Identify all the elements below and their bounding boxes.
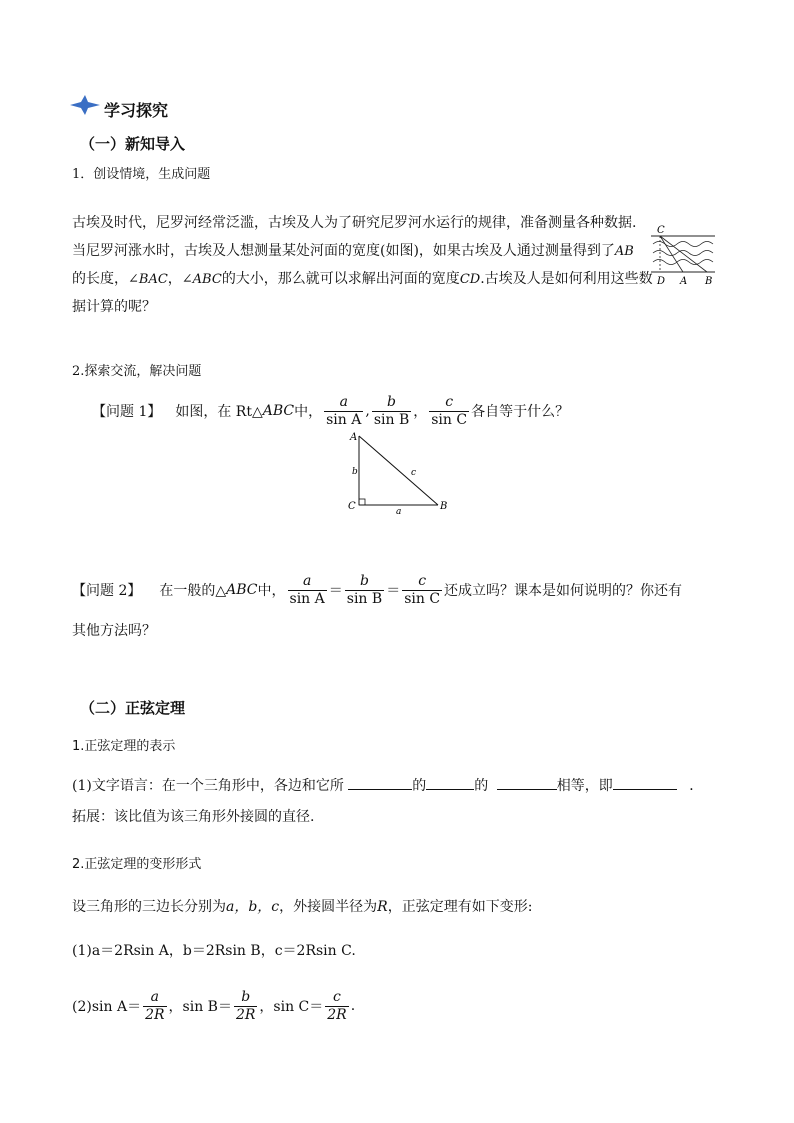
sine-law-text: (1)文字语言：在一个三角形中，各边和它所 的 的 相等，即 ．: [72, 773, 703, 799]
formula-2: (2)sin A＝ $\frac{a}{2R}$ ，sin B＝ $\frac{b}{2R}$ ，sin C＝ $\frac{c}{2R}$ .: [72, 988, 356, 1023]
para-line-3: 的长度，∠BAC，∠ABC的大小，那么就可以求解出河面的宽度CD.古埃及人是如何利用这些数: [72, 271, 653, 287]
question-1: 【问题 1】 如图，在 Rt△ ABC 中， $\frac{a}{\text{sin A}}$ , $\frac{b}{\text{sin B}}$ ， $\frac{c}{\text{sin C}}$ 各自等于什么？: [92, 393, 570, 428]
para-line-1: 古埃及时代，尼罗河经常泛滥，古埃及人为了研究尼罗河水运行的规律，准备测量各种数据.: [72, 215, 637, 231]
part2-heading: （二）正弦定理: [80, 699, 186, 717]
label-A: A: [680, 276, 688, 287]
blank-1[interactable]: [348, 775, 412, 790]
section-title: 学习探究: [104, 101, 169, 120]
part1-heading: （一）新知导入: [80, 135, 186, 153]
vertex-A: A: [350, 432, 358, 443]
para-line-4: 据计算的呢？: [72, 299, 156, 315]
vertex-C: C: [348, 501, 356, 512]
label-B: B: [705, 276, 713, 287]
river-figure: [645, 222, 720, 288]
q1-label: 【问题 1】: [92, 404, 162, 420]
item2-title: 2.探索交流，解决问题: [72, 364, 202, 379]
side-c: c: [411, 468, 417, 478]
label-D: D: [657, 276, 666, 287]
vertex-B: B: [440, 501, 448, 512]
setup-line: 设三角形的三边长分别为a，b，c，外接圆半径为R，正弦定理有如下变形:: [72, 899, 533, 915]
star-icon: [68, 94, 102, 116]
side-b: b: [352, 467, 358, 477]
blank-3[interactable]: [497, 775, 557, 790]
right-triangle-figure: [340, 428, 455, 518]
q2-label: 【问题 2】: [72, 583, 142, 599]
fraction-b-sinB: $\frac{b}{\text{sin B}}$: [373, 393, 410, 428]
label-C: C: [657, 225, 665, 236]
blank-2[interactable]: [426, 775, 474, 790]
question-2: 【问题 2】 在一般的△ ABC 中， $\frac{a}{\text{sin A}}$ ＝ $\frac{b}{\text{sin B}}$ ＝ $\frac{c}{\text{sin C}}$ 还成立吗？课本是如何说明的？你还有: [72, 572, 683, 607]
p2-item2-title: 2.正弦定理的变形形式: [72, 857, 202, 872]
side-a: a: [396, 507, 402, 517]
para-line-2: 当尼罗河涨水时，古埃及人想测量某处河面的宽度(如图)，如果古埃及人通过测量得到了AB: [72, 243, 634, 259]
extend-note: 拓展：该比值为该三角形外接圆的直径.: [72, 809, 315, 825]
item1-title: 1．创设情境，生成问题: [72, 167, 211, 182]
fraction-c-sinC: $\frac{c}{\text{sin C}}$: [431, 393, 468, 428]
blank-4[interactable]: [613, 775, 677, 790]
p2-item1-title: 1.正弦定理的表示: [72, 739, 176, 754]
fraction-a-sinA: $\frac{a}{\text{sin A}}$: [326, 393, 362, 428]
q2-line-2: 其他方法吗？: [72, 623, 156, 639]
formula-1: (1)a＝2Rsin A，b＝2Rsin B，c＝2Rsin C.: [72, 943, 356, 959]
